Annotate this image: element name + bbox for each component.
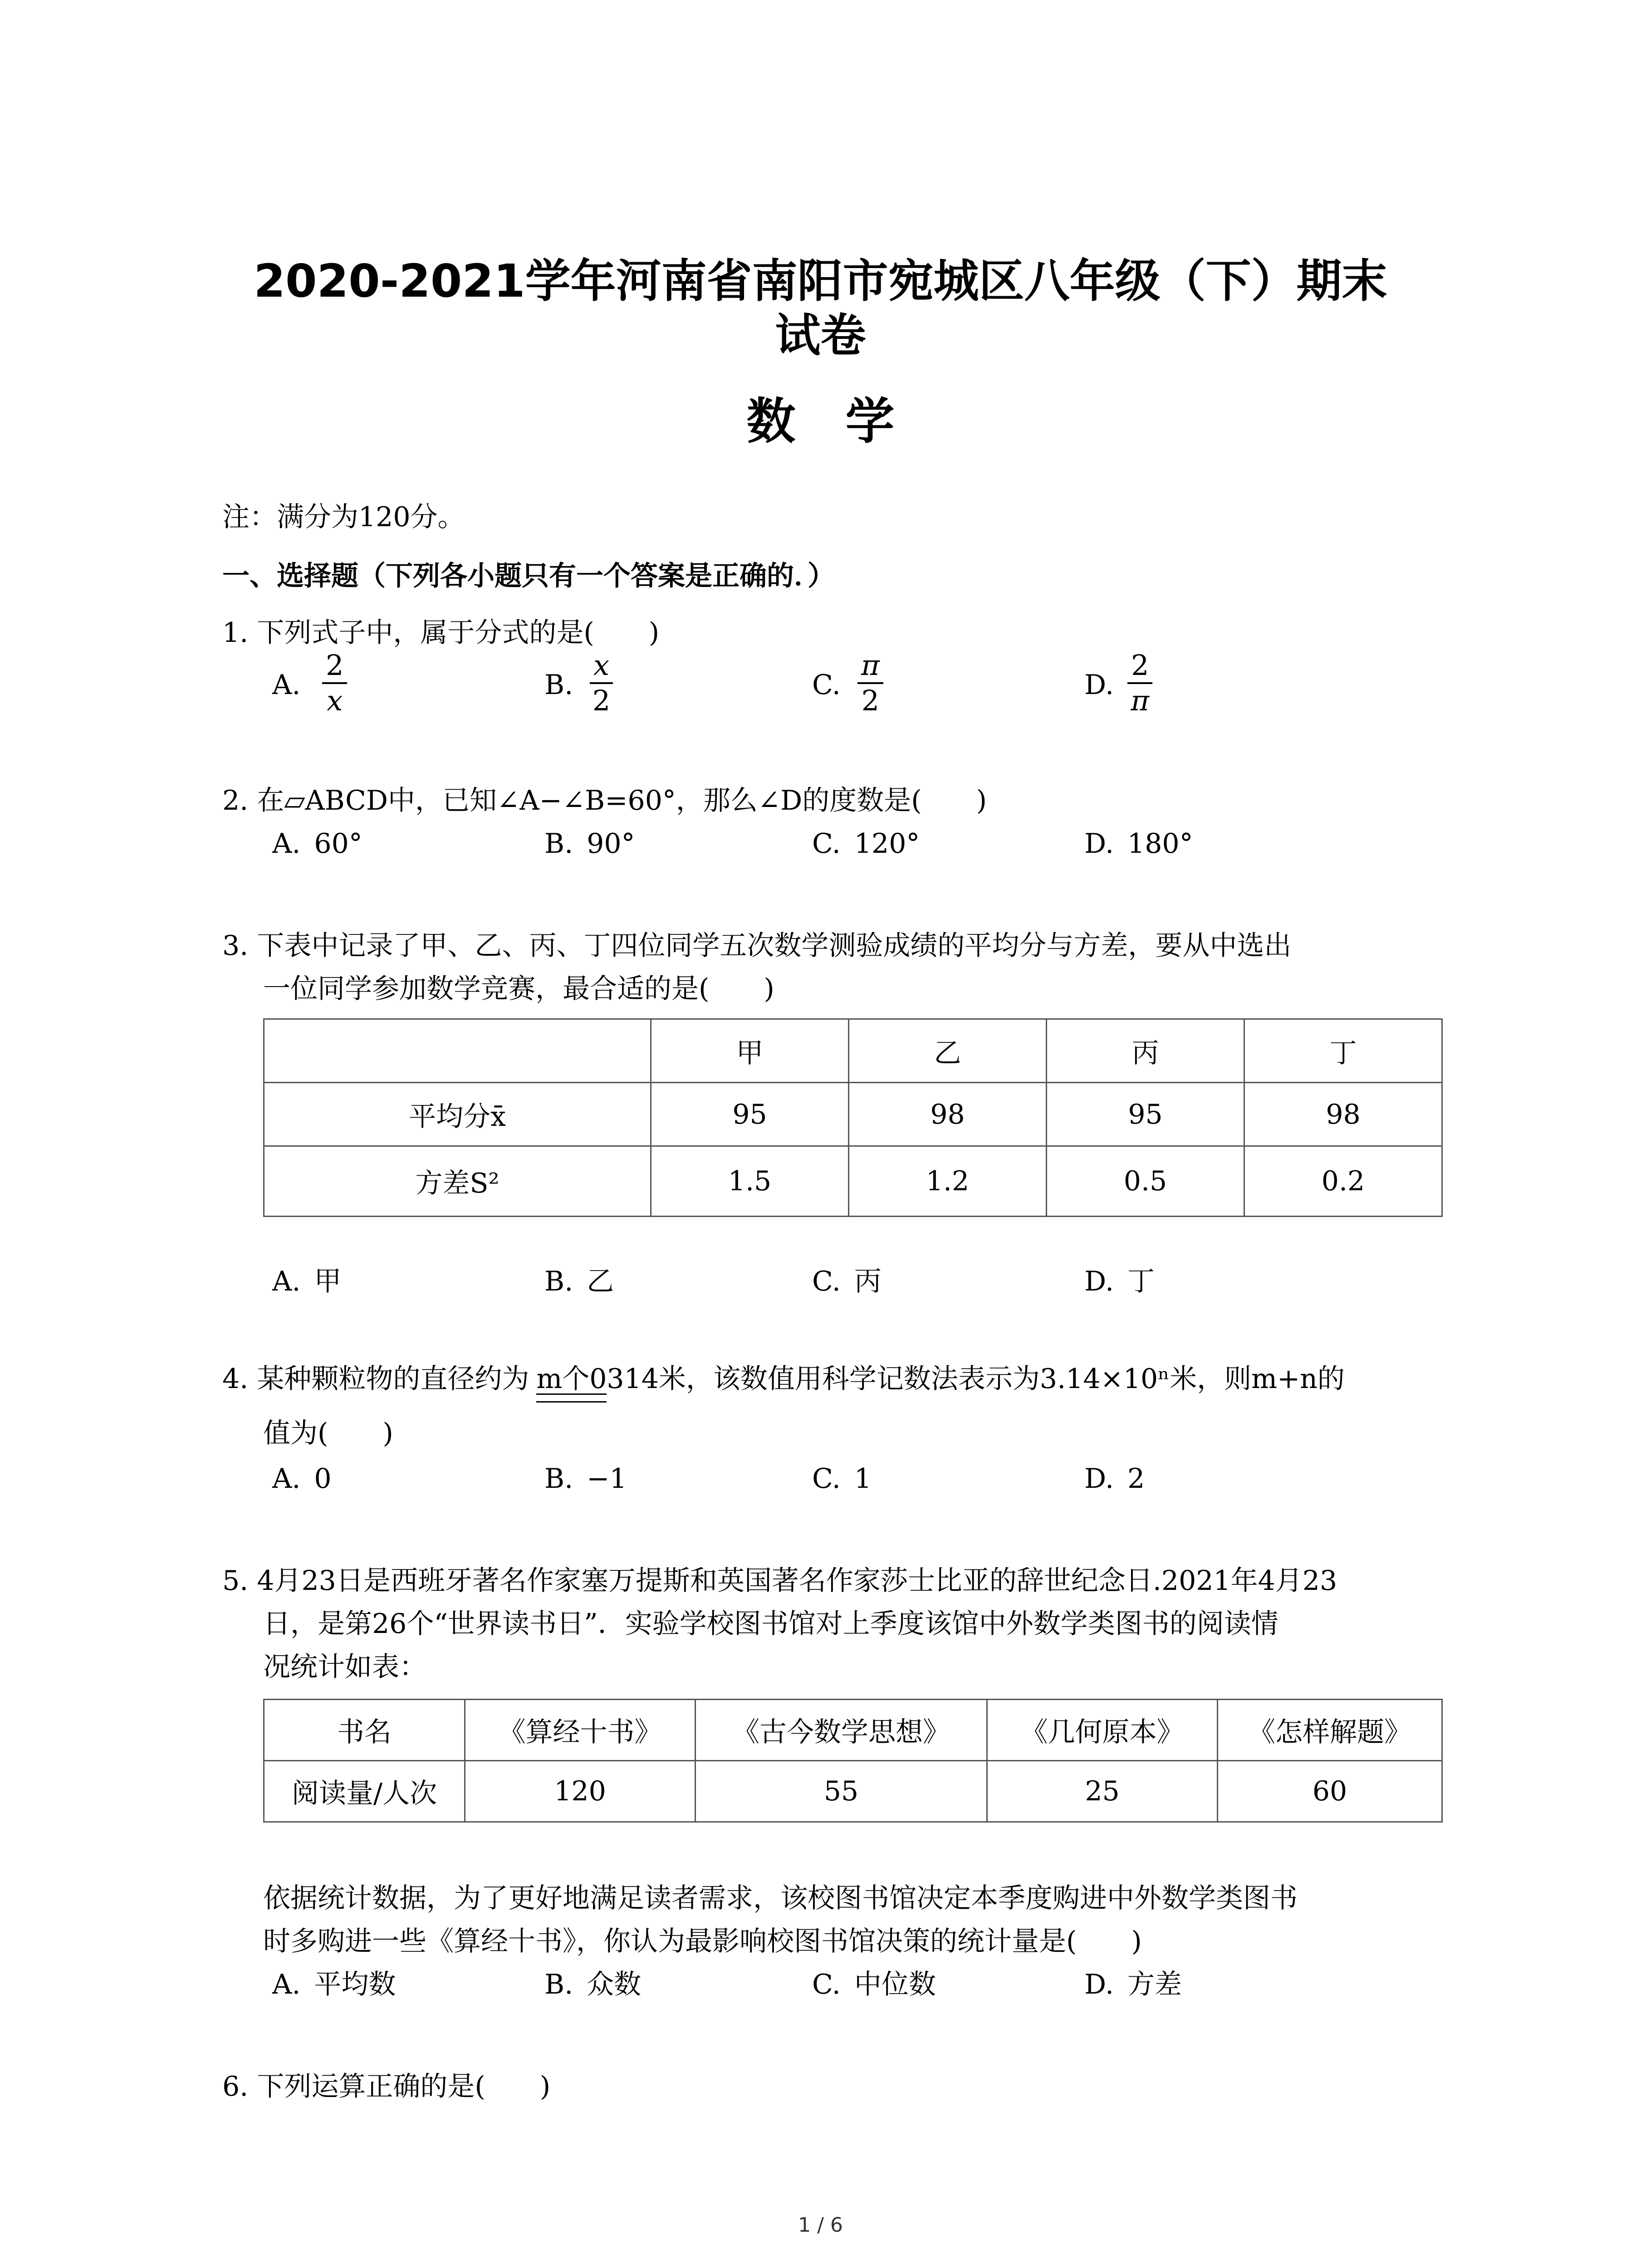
fraction-b	[590, 649, 613, 718]
option-a-text: 平均数	[314, 1969, 396, 2000]
option-b-text: 乙	[587, 1266, 614, 1297]
option-b-label: B.	[544, 1463, 573, 1495]
question-3-stem-line1: 3. 下表中记录了甲、乙、丙、丁四位同学五次数学测验成绩的平均分与方差，要从中选出	[222, 930, 1292, 962]
option-d-label: D.	[1084, 1266, 1114, 1297]
exam-title-line1: 2020-2021学年河南省南阳市宛城区八年级（下）期末	[254, 254, 1387, 308]
table-header-cell: 丁	[1244, 1019, 1442, 1083]
table-header-cell: 书名	[264, 1700, 465, 1761]
question-5-after-line1: 依据统计数据，为了更好地满足读者需求，该校图书馆决定本季度购进中外数学类图书	[263, 1882, 1298, 1914]
exam-title-line2: 试卷	[775, 309, 866, 362]
fraction-c	[857, 649, 883, 718]
question-2-options	[272, 826, 1497, 862]
table-cell: 55	[696, 1761, 987, 1822]
option-b-label: B.	[544, 669, 573, 701]
table-cell: 0.2	[1244, 1146, 1442, 1217]
table-cell: 60	[1218, 1761, 1442, 1822]
option-d-text: 丁	[1127, 1266, 1155, 1297]
option-b-label: B.	[544, 1969, 573, 2000]
option-a-label: A.	[272, 1463, 301, 1495]
row-label-variance: 方差S²	[264, 1146, 651, 1217]
option-a-label: A.	[272, 1969, 301, 2000]
table-cell: 95	[651, 1083, 849, 1146]
table-header-cell: 《古今数学思想》	[696, 1700, 987, 1761]
option-a-text: 60°	[314, 828, 362, 860]
option-a-label: A.	[272, 669, 301, 701]
numerator: x	[593, 649, 609, 682]
option-a-text: 0	[314, 1463, 332, 1495]
question-5-stem-line1: 5. 4月23日是西班牙著名作家塞万提斯和英国著名作家莎士比亚的辞世纪念日.2021年4月23	[222, 1565, 1337, 1597]
question-5-options	[272, 1966, 1497, 2003]
question-6-stem: 6. 下列运算正确的是( )	[222, 2071, 551, 2102]
fraction-d	[1127, 649, 1152, 718]
option-b-label: B.	[544, 1266, 573, 1297]
table-cell: 1.2	[849, 1146, 1047, 1217]
denominator: π	[1131, 684, 1150, 717]
option-c-text: 中位数	[854, 1969, 936, 2000]
numerator: π	[861, 649, 880, 682]
question-4-stem-line2: 值为( )	[263, 1418, 393, 1449]
option-a-text: 甲	[314, 1266, 342, 1297]
option-c-label: C.	[812, 1266, 841, 1297]
table-cell: 98	[849, 1083, 1047, 1146]
table-header-cell	[264, 1019, 651, 1083]
underbrace-text: m个0	[536, 1363, 607, 1395]
zeros-underbrace	[536, 1361, 607, 1397]
table-header-cell: 《怎样解题》	[1218, 1700, 1442, 1761]
table-cell: 0.5	[1047, 1146, 1244, 1217]
option-c-label: C.	[812, 1969, 841, 2000]
table-header-cell: 丙	[1047, 1019, 1244, 1083]
page-number: 1 / 6	[798, 2214, 843, 2237]
option-c-label: C.	[812, 669, 841, 701]
table-header-cell: 《算经十书》	[465, 1700, 696, 1761]
question-3-options	[272, 1263, 1497, 1300]
option-c-text: 120°	[854, 828, 920, 860]
table-cell: 1.5	[651, 1146, 849, 1217]
question-4-stem-a: 4. 某种颗粒物的直径约为	[222, 1363, 529, 1395]
denominator: x	[327, 684, 343, 717]
question-2-stem: 2. 在▱ABCD中，已知∠A−∠B=60°，那么∠D的度数是( )	[222, 785, 987, 816]
option-c-label: C.	[812, 828, 841, 860]
option-b-text: −1	[587, 1463, 627, 1495]
question-4-stem-b: 314米，该数值用科学记数法表示为3.14×10ⁿ米，则m+n的	[607, 1363, 1345, 1395]
question-1-stem: 1. 下列式子中，属于分式的是( )	[222, 617, 660, 649]
table-cell: 98	[1244, 1083, 1442, 1146]
section-heading-choice: 一、选择题（下列各小题只有一个答案是正确的．）	[222, 560, 835, 592]
score-note: 注：满分为120分。	[222, 501, 465, 533]
question-4-stem-line1	[222, 1361, 1345, 1397]
question-5-after-line2: 时多购进一些《算经十书》，你认为最影响校图书馆决策的统计量是( )	[263, 1926, 1142, 1957]
option-d-label: D.	[1084, 669, 1114, 701]
reading-table	[263, 1699, 1443, 1823]
option-d-label: D.	[1084, 1969, 1114, 2000]
option-d-label: D.	[1084, 1463, 1114, 1495]
table-header-cell: 甲	[651, 1019, 849, 1083]
option-c-text: 丙	[854, 1266, 882, 1297]
table-cell: 25	[987, 1761, 1218, 1822]
numerator: 2	[326, 649, 344, 682]
option-a-label: A.	[272, 828, 301, 860]
question-5-stem-line2: 日，是第26个“世界读书日”．实验学校图书馆对上季度该馆中外数学类图书的阅读情	[263, 1608, 1279, 1640]
row-label-mean: 平均分x̄	[264, 1083, 651, 1146]
denominator: 2	[861, 684, 880, 717]
table-header-cell: 乙	[849, 1019, 1047, 1083]
option-d-text: 2	[1127, 1463, 1145, 1495]
denominator: 2	[592, 684, 611, 717]
subject-heading: 数学	[746, 393, 945, 450]
question-4-options	[272, 1461, 1497, 1497]
score-table	[263, 1018, 1443, 1217]
row-label-reads: 阅读量/人次	[264, 1761, 465, 1822]
option-b-text: 众数	[587, 1969, 642, 2000]
numerator: 2	[1131, 649, 1149, 682]
question-5-stem-line3: 况统计如表：	[263, 1651, 426, 1683]
table-cell: 95	[1047, 1083, 1244, 1146]
option-c-label: C.	[812, 1463, 841, 1495]
question-1-options	[272, 667, 1497, 703]
question-3-stem-line2: 一位同学参加数学竞赛，最合适的是( )	[263, 973, 774, 1005]
option-d-text: 方差	[1127, 1969, 1182, 2000]
option-d-label: D.	[1084, 828, 1114, 860]
table-header-cell: 《几何原本》	[987, 1700, 1218, 1761]
option-b-text: 90°	[587, 828, 635, 860]
option-a-label: A.	[272, 1266, 301, 1297]
option-d-text: 180°	[1127, 828, 1193, 860]
option-c-text: 1	[854, 1463, 872, 1495]
fraction-a	[322, 649, 347, 718]
table-cell: 120	[465, 1761, 696, 1822]
option-b-label: B.	[544, 828, 573, 860]
